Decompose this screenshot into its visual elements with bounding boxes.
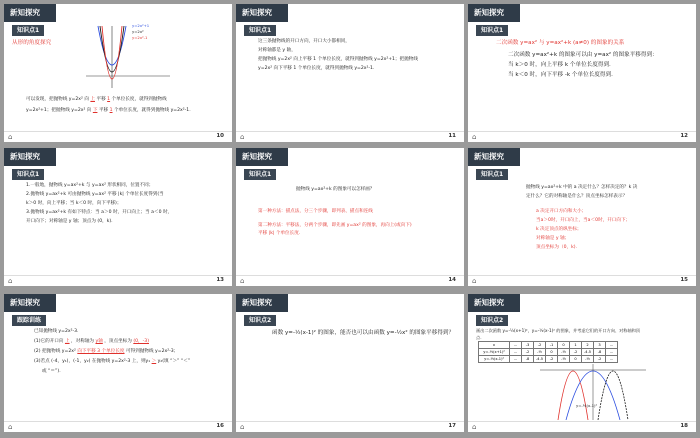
text-line: 已知抛物线 y=2x²-3. [34, 329, 79, 334]
table-cell: -8 [522, 356, 534, 363]
slide-thumbnail-15[interactable] [468, 148, 696, 286]
table-cell: ... [510, 356, 522, 363]
table-cell: ... [510, 349, 522, 356]
table-cell: -½ [558, 349, 570, 356]
table-cell: -2 [534, 342, 546, 349]
red-text: a 决定开口方向和大小； [536, 209, 587, 214]
home-icon: ⌂ [472, 423, 477, 431]
red-title: 二次函数 y=ax² 与 y=ax²+k (a≠0) 的图象的关系 [496, 40, 625, 46]
slide-thumbnail-13[interactable] [4, 148, 232, 286]
question-text: 抛物线 y=ax²+k 的图象可以怎样画？ [296, 187, 375, 192]
text-line: (1)它的开口向 上 ，对称轴为 y轴 ，顶点坐标为 (0，-3) [34, 339, 149, 344]
slide-thumbnail-14[interactable] [236, 148, 464, 286]
text-line: (3)若点 (-4，y₁)，(-1，y₂) 在抛物线 y=2x²-3 上，则y₁ ＞ y₂(填 “＞” “＜” [34, 359, 191, 364]
table-cell: ... [510, 342, 522, 349]
slide-footer [236, 421, 464, 432]
table-cell: -½ [534, 349, 546, 356]
table-cell: -3 [522, 342, 534, 349]
home-icon: ⌂ [472, 133, 477, 141]
knowledge-tag: 知识点1 [12, 25, 44, 36]
table-cell: ... [606, 342, 618, 349]
graph-label-1: y=2x²+1 [132, 23, 150, 28]
table-cell: -2 [546, 356, 558, 363]
text-line: (2) 把抛物线 y=2x² 向下平移 3 个单位长度 可得到抛物线 y=2x²-3； [34, 349, 179, 354]
slide-footer [468, 131, 696, 142]
slide-number: 16 [216, 423, 224, 429]
slide-header: 新知探究 [468, 294, 520, 312]
text-line: 当 k＜0 时，向下平移 -k 个单位长度得到. [508, 72, 613, 78]
text-line: 或 “＝”). [42, 369, 61, 374]
knowledge-tag: 知识点1 [244, 169, 276, 180]
table-cell: -2 [570, 349, 582, 356]
text-line: 把抛物线 y=2x² 向上平移 1 个单位长度，就得到抛物线 y=2x²+1；把抛物线 [258, 57, 418, 62]
table-cell: -½ [582, 356, 594, 363]
text-line: k＞0 时，向上平移；当 k＜0 时，向下平移)； [26, 201, 122, 206]
slide-footer [468, 275, 696, 286]
home-icon: ⌂ [8, 277, 13, 285]
slide-thumbnail-18[interactable] [468, 294, 696, 432]
table-cell: ... [606, 349, 618, 356]
table-cell: ... [606, 356, 618, 363]
slide-thumbnail-17[interactable] [236, 294, 464, 432]
curve-label: y=-½(x-1)² [576, 403, 597, 408]
slide-thumbnail-16[interactable] [4, 294, 232, 432]
prompt-text: 点. [476, 335, 482, 340]
slide-footer [236, 275, 464, 286]
text-line: 这三条抛物线的开口方向，开口大小都相同， [258, 39, 350, 44]
slide-header: 新知探究 [236, 294, 288, 312]
slide-footer [468, 421, 696, 432]
red-text: k 决定顶点的纵坐标； [536, 227, 582, 232]
slide-header: 新知探究 [236, 148, 288, 166]
slide-footer [4, 421, 232, 432]
table-cell: -2 [594, 356, 606, 363]
parabola-graph [84, 24, 174, 90]
table-cell: 0 [558, 342, 570, 349]
home-icon: ⌂ [8, 133, 13, 141]
text-line: 2.抛物线 y=ax²+k 可由抛物线 y=ax² 平移 |k| 个单位长度得到(当 [26, 192, 164, 197]
text-line: 抛物线 y=ax²+k 中的 a 决定什么？怎样决定的？k 决 [526, 185, 638, 190]
table-cell: 3 [594, 342, 606, 349]
knowledge-tag: 知识点1 [476, 25, 508, 36]
text-line: y=2x² 向下平移 1 个单位长度，就得到抛物线 y=2x²-1. [258, 66, 375, 71]
knowledge-tag: 知识点1 [476, 169, 508, 180]
knowledge-tag: 知识点2 [244, 315, 276, 326]
slide-header: 新知探究 [4, 4, 56, 22]
table-cell: -½ [558, 356, 570, 363]
knowledge-tag: 跟踪训练 [12, 315, 46, 326]
prompt-text: 画出二次函数 y=-½(x+1)²，y=-½(x-1)² 的图象，并考虑它们的开口方向、对称轴和顶 [476, 328, 641, 333]
knowledge-tag: 知识点1 [12, 169, 44, 180]
home-icon: ⌂ [472, 277, 477, 285]
question-text: 函数 y=-½(x-1)² 的图象，能否也可以由函数 y=-½x² 的图象平移得到？ [272, 330, 455, 336]
table-cell: 0 [570, 356, 582, 363]
value-table [478, 341, 618, 363]
slide-footer [4, 131, 232, 142]
table-cell: y=-½(x+1)² [479, 349, 510, 356]
text-line: 可以发现，把抛物线 y=2x² 向 上 平移 1 个单位长度，就得到抛物线 [26, 97, 167, 102]
graph-label-2: y=2x² [132, 29, 144, 34]
slide-footer [4, 275, 232, 286]
text-line: 对称轴都是 y 轴， [258, 48, 296, 53]
slide-number: 11 [448, 133, 456, 139]
table-cell: 1 [570, 342, 582, 349]
text-line: y=2x²+1；把抛物线 y=2x² 向 下 平移 1 个单位长度，就得到抛物线 y=2x²-1. [26, 108, 191, 113]
downward-parabolas-graph [538, 362, 648, 420]
knowledge-tag: 知识点2 [476, 315, 508, 326]
text-line: 1.一般地，抛物线 y=ax²+k 与 y=ax² 形状相同，位置不同； [26, 183, 154, 188]
table-cell: x [479, 342, 510, 349]
red-text: 第二种方法：平移法，分两个步骤，即先画 y=ax² 的图象，再向上(或向下) [258, 223, 412, 228]
slide-header: 新知探究 [4, 148, 56, 166]
home-icon: ⌂ [240, 277, 245, 285]
table-cell: -1 [546, 342, 558, 349]
table-cell: y=-½(x-1)² [479, 356, 510, 363]
red-title: 从形的角度探究 [12, 40, 52, 46]
slide-number: 15 [680, 277, 688, 283]
text-line: 开口向下；对称轴是 y 轴；顶点为 (0，k). [26, 219, 113, 224]
slide-thumbnail-12[interactable] [468, 4, 696, 142]
slide-number: 14 [448, 277, 456, 283]
home-icon: ⌂ [8, 423, 13, 431]
slide-number: 17 [448, 423, 456, 429]
slide-number: 10 [216, 133, 224, 139]
knowledge-tag: 知识点1 [244, 25, 276, 36]
red-text: 对称轴是 y 轴； [536, 236, 570, 241]
slide-thumbnail-11[interactable] [236, 4, 464, 142]
red-text: 第一种方法：描点法，分三个步骤，即列表、描点和连线 [258, 209, 373, 214]
slide-number: 13 [216, 277, 224, 283]
table-cell: -4.5 [582, 349, 594, 356]
red-text: 平移 |k| 个单位长度. [258, 231, 301, 236]
slide-footer [236, 131, 464, 142]
text-line: 当 k＞0 时，向上平移 k 个单位长度得到. [508, 62, 611, 68]
home-icon: ⌂ [240, 133, 245, 141]
graph-label-3: y=2x²-1 [132, 35, 148, 40]
slide-header: 新知探究 [468, 148, 520, 166]
table-cell: 0 [546, 349, 558, 356]
slide-header: 新知探究 [468, 4, 520, 22]
slide-number: 18 [680, 423, 688, 429]
table-cell: -2 [522, 349, 534, 356]
text-line: 二次函数 y=ax²+k 的图象可以由 y=ax² 的图象平移得到： [508, 52, 658, 58]
slide-thumbnail-10[interactable] [4, 4, 232, 142]
slide-header: 新知探究 [4, 294, 56, 312]
home-icon: ⌂ [240, 423, 245, 431]
slide-number: 12 [680, 133, 688, 139]
table-cell: -4.5 [534, 356, 546, 363]
text-line: 定什么？它的对称轴是什么？顶点坐标怎样表示？ [526, 194, 628, 199]
red-text: 当a＞0时，开口向上，当a＜0时，开口向下； [536, 218, 631, 223]
slide-header: 新知探究 [236, 4, 288, 22]
text-line: 3.抛物线 y=ax²+k 有如下特点：当 a＞0 时，开口向上；当 a＜0 时， [26, 210, 173, 215]
red-text: 顶点坐标为（0，k). [536, 245, 577, 250]
table-cell: -8 [594, 349, 606, 356]
table-cell: 2 [582, 342, 594, 349]
